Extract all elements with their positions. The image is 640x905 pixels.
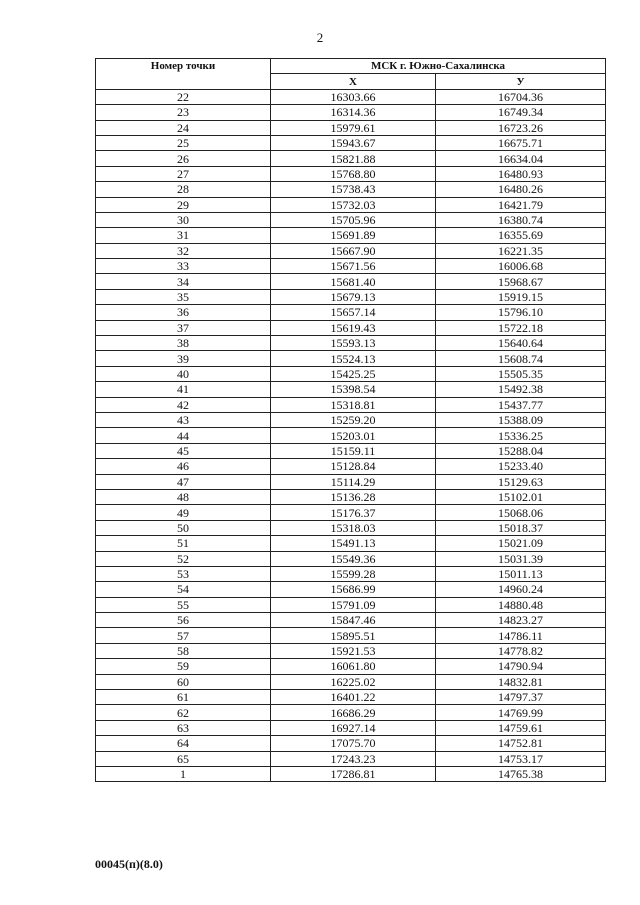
point-number-cell: 44 — [96, 428, 271, 443]
y-coordinate-cell: 14823.27 — [436, 613, 606, 628]
x-coordinate-cell: 15136.28 — [271, 489, 436, 504]
x-coordinate-cell: 15681.40 — [271, 274, 436, 289]
y-coordinate-cell: 14759.61 — [436, 720, 606, 735]
y-coordinate-cell: 15796.10 — [436, 305, 606, 320]
point-number-cell: 56 — [96, 613, 271, 628]
table-row — [96, 705, 606, 720]
y-coordinate-cell: 15505.35 — [436, 366, 606, 381]
x-coordinate-cell: 15691.89 — [271, 228, 436, 243]
x-coordinate-cell: 16401.22 — [271, 690, 436, 705]
x-coordinate-cell: 15593.13 — [271, 336, 436, 351]
x-coordinate-cell: 15671.56 — [271, 259, 436, 274]
table-row — [96, 520, 606, 535]
x-coordinate-cell: 15657.14 — [271, 305, 436, 320]
point-number-cell: 31 — [96, 228, 271, 243]
point-number-cell: 1 — [96, 766, 271, 781]
x-coordinate-cell: 16314.36 — [271, 105, 436, 120]
x-coordinate-cell: 15425.25 — [271, 366, 436, 381]
y-coordinate-cell: 15021.09 — [436, 536, 606, 551]
point-number-cell: 23 — [96, 105, 271, 120]
x-coordinate-cell: 15203.01 — [271, 428, 436, 443]
table-row — [96, 382, 606, 397]
y-coordinate-cell: 15068.06 — [436, 505, 606, 520]
point-number-cell: 32 — [96, 243, 271, 258]
x-coordinate-cell: 15128.84 — [271, 459, 436, 474]
y-coordinate-cell: 15233.40 — [436, 459, 606, 474]
y-coordinate-cell: 15919.15 — [436, 289, 606, 304]
point-number-header: Номер точки — [96, 59, 271, 90]
point-number-cell: 22 — [96, 89, 271, 104]
point-number-cell: 33 — [96, 259, 271, 274]
x-coordinate-cell: 15821.88 — [271, 151, 436, 166]
table-row — [96, 274, 606, 289]
y-coordinate-cell: 16480.26 — [436, 182, 606, 197]
y-coordinate-cell: 16355.69 — [436, 228, 606, 243]
table-row — [96, 351, 606, 366]
y-coordinate-cell: 15492.38 — [436, 382, 606, 397]
table-row — [96, 289, 606, 304]
table-row — [96, 166, 606, 181]
document-code: 00045(п)(8.0) — [95, 857, 163, 871]
y-coordinate-cell: 16723.26 — [436, 120, 606, 135]
x-coordinate-cell: 15667.90 — [271, 243, 436, 258]
point-number-cell: 41 — [96, 382, 271, 397]
y-coordinate-cell: 15129.63 — [436, 474, 606, 489]
table-row — [96, 120, 606, 135]
point-number-cell: 62 — [96, 705, 271, 720]
table-row — [96, 259, 606, 274]
point-number-cell: 29 — [96, 197, 271, 212]
point-number-cell: 24 — [96, 120, 271, 135]
table-row — [96, 582, 606, 597]
y-coordinate-cell: 14790.94 — [436, 659, 606, 674]
point-number-cell: 40 — [96, 366, 271, 381]
x-coordinate-cell: 15491.13 — [271, 536, 436, 551]
point-number-cell: 26 — [96, 151, 271, 166]
y-coordinate-cell: 14797.37 — [436, 690, 606, 705]
table-row — [96, 551, 606, 566]
y-coordinate-cell: 14765.38 — [436, 766, 606, 781]
y-coordinate-cell: 15437.77 — [436, 397, 606, 412]
table-row — [96, 428, 606, 443]
x-coordinate-cell: 15732.03 — [271, 197, 436, 212]
y-coordinate-cell: 15968.67 — [436, 274, 606, 289]
y-coordinate-cell: 14832.81 — [436, 674, 606, 689]
table-row — [96, 151, 606, 166]
table-row — [96, 566, 606, 581]
y-coordinate-cell: 14880.48 — [436, 597, 606, 612]
x-coordinate-cell: 15768.80 — [271, 166, 436, 181]
point-number-cell: 58 — [96, 643, 271, 658]
x-column-header: X — [271, 74, 436, 89]
point-number-cell: 60 — [96, 674, 271, 689]
y-coordinate-cell: 15031.39 — [436, 551, 606, 566]
table-row — [96, 182, 606, 197]
x-coordinate-cell: 16927.14 — [271, 720, 436, 735]
table-row — [96, 135, 606, 150]
y-coordinate-cell: 16380.74 — [436, 212, 606, 227]
table-row — [96, 643, 606, 658]
table-row — [96, 459, 606, 474]
coordinates-table — [95, 58, 606, 782]
x-coordinate-cell: 15318.03 — [271, 520, 436, 535]
table-row — [96, 597, 606, 612]
x-coordinate-cell: 15619.43 — [271, 320, 436, 335]
table-row — [96, 489, 606, 504]
x-coordinate-cell: 16225.02 — [271, 674, 436, 689]
x-coordinate-cell: 16061.80 — [271, 659, 436, 674]
table-body — [96, 89, 606, 782]
y-coordinate-cell: 15388.09 — [436, 412, 606, 427]
y-coordinate-cell: 15102.01 — [436, 489, 606, 504]
point-number-cell: 35 — [96, 289, 271, 304]
x-coordinate-cell: 15524.13 — [271, 351, 436, 366]
point-number-cell: 37 — [96, 320, 271, 335]
point-number-cell: 54 — [96, 582, 271, 597]
point-number-cell: 34 — [96, 274, 271, 289]
y-coordinate-cell: 16704.36 — [436, 89, 606, 104]
table-row — [96, 412, 606, 427]
coordinate-system-header: МСК г. Южно-Сахалинска — [271, 59, 606, 74]
point-number-cell: 46 — [96, 459, 271, 474]
page-number: 2 — [316, 30, 324, 45]
point-number-cell: 61 — [96, 690, 271, 705]
y-coordinate-cell: 16749.34 — [436, 105, 606, 120]
y-coordinate-cell: 16634.04 — [436, 151, 606, 166]
point-number-cell: 49 — [96, 505, 271, 520]
table-row — [96, 89, 606, 104]
x-coordinate-cell: 15259.20 — [271, 412, 436, 427]
x-coordinate-cell: 15318.81 — [271, 397, 436, 412]
point-number-cell: 39 — [96, 351, 271, 366]
table-row — [96, 720, 606, 735]
table-row — [96, 690, 606, 705]
x-coordinate-cell: 15847.46 — [271, 613, 436, 628]
point-number-cell: 45 — [96, 443, 271, 458]
table-row — [96, 659, 606, 674]
point-number-cell: 30 — [96, 212, 271, 227]
table-row — [96, 228, 606, 243]
point-number-cell: 55 — [96, 597, 271, 612]
table-row — [96, 197, 606, 212]
y-coordinate-cell: 14960.24 — [436, 582, 606, 597]
point-number-cell: 36 — [96, 305, 271, 320]
x-coordinate-cell: 17243.23 — [271, 751, 436, 766]
x-coordinate-cell: 15159.11 — [271, 443, 436, 458]
table-row — [96, 613, 606, 628]
y-coordinate-cell: 15018.37 — [436, 520, 606, 535]
table-row — [96, 443, 606, 458]
table-row — [96, 505, 606, 520]
x-coordinate-cell: 15943.67 — [271, 135, 436, 150]
point-number-cell: 52 — [96, 551, 271, 566]
point-number-cell: 27 — [96, 166, 271, 181]
x-coordinate-cell: 17075.70 — [271, 736, 436, 751]
table-row — [96, 397, 606, 412]
y-coordinate-cell: 15336.25 — [436, 428, 606, 443]
y-coordinate-cell: 14752.81 — [436, 736, 606, 751]
y-coordinate-cell: 16006.68 — [436, 259, 606, 274]
y-coordinate-cell: 15722.18 — [436, 320, 606, 335]
point-number-cell: 38 — [96, 336, 271, 351]
y-coordinate-cell: 16421.79 — [436, 197, 606, 212]
x-coordinate-cell: 15679.13 — [271, 289, 436, 304]
x-coordinate-cell: 15549.36 — [271, 551, 436, 566]
x-coordinate-cell: 15398.54 — [271, 382, 436, 397]
y-coordinate-cell: 16675.71 — [436, 135, 606, 150]
x-coordinate-cell: 15979.61 — [271, 120, 436, 135]
y-coordinate-cell: 14769.99 — [436, 705, 606, 720]
point-number-cell: 28 — [96, 182, 271, 197]
y-column-header: У — [436, 74, 606, 89]
point-number-cell: 50 — [96, 520, 271, 535]
point-number-cell: 53 — [96, 566, 271, 581]
table-row — [96, 320, 606, 335]
x-coordinate-cell: 16686.29 — [271, 705, 436, 720]
point-number-cell: 43 — [96, 412, 271, 427]
y-coordinate-cell: 14753.17 — [436, 751, 606, 766]
table-row — [96, 628, 606, 643]
y-coordinate-cell: 14778.82 — [436, 643, 606, 658]
x-coordinate-cell: 15895.51 — [271, 628, 436, 643]
point-number-cell: 48 — [96, 489, 271, 504]
y-coordinate-cell: 16221.35 — [436, 243, 606, 258]
y-coordinate-cell: 15011.13 — [436, 566, 606, 581]
point-number-cell: 51 — [96, 536, 271, 551]
x-coordinate-cell: 15738.43 — [271, 182, 436, 197]
table-row — [96, 751, 606, 766]
table-row — [96, 736, 606, 751]
x-coordinate-cell: 16303.66 — [271, 89, 436, 104]
y-coordinate-cell: 15288.04 — [436, 443, 606, 458]
x-coordinate-cell: 15599.28 — [271, 566, 436, 581]
point-number-cell: 59 — [96, 659, 271, 674]
x-coordinate-cell: 15114.29 — [271, 474, 436, 489]
point-number-cell: 57 — [96, 628, 271, 643]
point-number-cell: 63 — [96, 720, 271, 735]
x-coordinate-cell: 17286.81 — [271, 766, 436, 781]
x-coordinate-cell: 15791.09 — [271, 597, 436, 612]
x-coordinate-cell: 15686.99 — [271, 582, 436, 597]
table-row — [96, 536, 606, 551]
y-coordinate-cell: 15640.64 — [436, 336, 606, 351]
point-number-cell: 42 — [96, 397, 271, 412]
table-row — [96, 212, 606, 227]
point-number-cell: 47 — [96, 474, 271, 489]
table-row — [96, 366, 606, 381]
x-coordinate-cell: 15705.96 — [271, 212, 436, 227]
table-row — [96, 243, 606, 258]
table-row — [96, 474, 606, 489]
table-row — [96, 105, 606, 120]
y-coordinate-cell: 15608.74 — [436, 351, 606, 366]
point-number-cell: 25 — [96, 135, 271, 150]
x-coordinate-cell: 15921.53 — [271, 643, 436, 658]
table-row — [96, 336, 606, 351]
x-coordinate-cell: 15176.37 — [271, 505, 436, 520]
y-coordinate-cell: 16480.93 — [436, 166, 606, 181]
point-number-cell: 65 — [96, 751, 271, 766]
table-row — [96, 305, 606, 320]
table-row — [96, 674, 606, 689]
table-row — [96, 766, 606, 781]
point-number-cell: 64 — [96, 736, 271, 751]
y-coordinate-cell: 14786.11 — [436, 628, 606, 643]
